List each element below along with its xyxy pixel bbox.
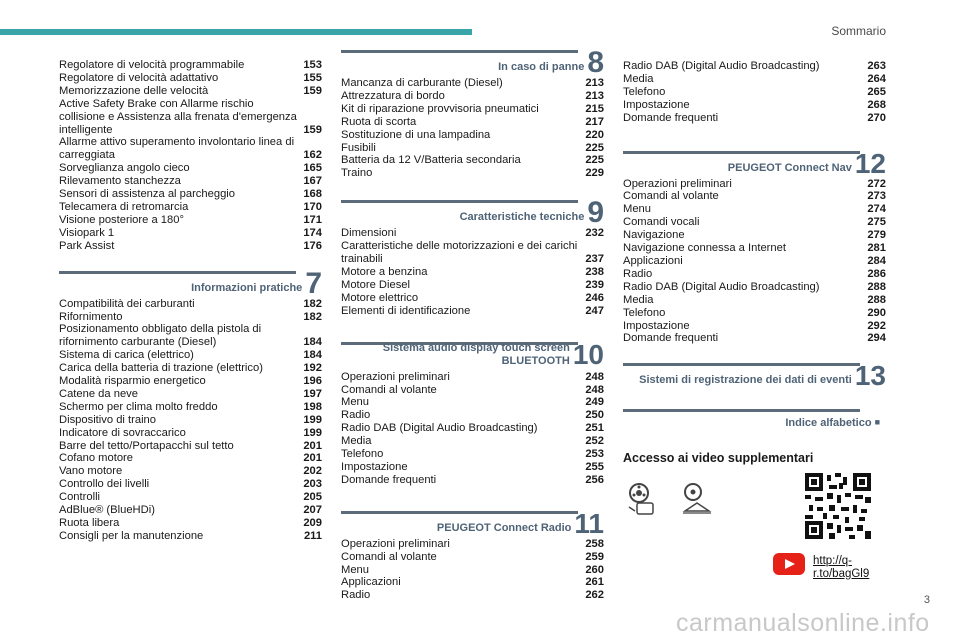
watermark: carmanualsonline.info [676, 609, 930, 637]
toc-entry-title: Impostazione [623, 319, 690, 332]
toc-entry-page: 288 [867, 293, 886, 306]
toc-entry-title: Traino [341, 167, 373, 180]
section-header-7 [59, 266, 322, 300]
toc-entry-page: 182 [303, 310, 322, 323]
toc-entry-title: Applicazioni [341, 576, 401, 589]
toc-entry-title: Operazioni preliminari [341, 537, 450, 550]
toc-entry-page: 237 [585, 253, 604, 266]
toc-column-3 [623, 60, 886, 581]
toc-entry-page: 261 [585, 576, 604, 589]
toc-entry[interactable] [341, 227, 604, 240]
toc-entry-page: 273 [867, 190, 886, 203]
toc-entry-title: Radio DAB (Digital Audio Broadcasting) [623, 280, 820, 293]
toc-entry-page: 184 [303, 349, 322, 362]
toc-entry-page: 203 [303, 478, 322, 491]
toc-entry[interactable] [623, 268, 886, 281]
toc-entry-title: Sistema di carica (elettrico) [59, 349, 194, 362]
toc-entry-page: 217 [585, 115, 604, 128]
toc-entry[interactable] [341, 435, 604, 448]
toc-entry[interactable] [59, 188, 322, 201]
toc-entry-page: 199 [303, 426, 322, 439]
toc-entry-title: Operazioni preliminari [623, 177, 732, 190]
toc-entry-title: Controlli [59, 491, 101, 504]
toc-entry-title: Allarme attivo superamento involontario linea di carreggiata [59, 136, 295, 162]
toc-entry-title: Mancanza di carburante (Diesel) [341, 77, 503, 89]
toc-entry[interactable] [341, 116, 604, 129]
section-title [383, 342, 570, 370]
toc-entry[interactable] [341, 371, 604, 384]
toc-entry[interactable] [59, 85, 322, 98]
toc-entry-page: 201 [303, 452, 322, 465]
toc-entry[interactable] [341, 461, 604, 474]
toc-entry-page: 288 [867, 280, 886, 293]
section-header-13 [623, 360, 886, 392]
section-number: 13 [854, 360, 886, 392]
toc-entry-title: Operazioni preliminari [341, 370, 450, 383]
toc-entry-title: Modalità risparmio energetico [59, 375, 206, 388]
toc-entry-page: 215 [585, 102, 604, 115]
toc-entry-page: 294 [867, 332, 886, 345]
toc-entry-page: 167 [303, 175, 322, 188]
section-marker: ■ [874, 417, 880, 428]
toc-entry-title: Domande frequenti [623, 111, 719, 124]
toc-entry-title: Navigazione [623, 229, 685, 242]
toc-entry-title: Controllo dei livelli [59, 478, 150, 491]
toc-entry-page: 270 [867, 111, 886, 124]
toc-entry[interactable] [341, 576, 604, 589]
toc-entry[interactable] [59, 311, 322, 324]
toc-entry[interactable] [59, 162, 322, 175]
section-title[interactable]: Indice alfabetico [785, 417, 872, 430]
toc-entry[interactable] [341, 409, 604, 422]
section-header-11 [341, 507, 604, 539]
toc-entry[interactable] [341, 474, 604, 487]
toc-entry[interactable] [341, 538, 604, 551]
video-links [623, 473, 886, 581]
toc-entry-title: Media [623, 72, 654, 85]
toc-entry[interactable] [341, 384, 604, 397]
toc-entry-page: 155 [303, 71, 322, 84]
toc-entry-title: Radio DAB (Digital Audio Broadcasting) [623, 60, 820, 72]
toc-entry-title: Rilevamento stanchezza [59, 175, 181, 188]
toc-entry[interactable] [59, 201, 322, 214]
toc-entry[interactable] [623, 229, 886, 242]
toc-entry[interactable] [623, 294, 886, 307]
toc-entry-title: Impostazione [623, 98, 690, 111]
toc-entry-title: Consigli per la manutenzione [59, 529, 204, 542]
toc-entry-title: Media [341, 435, 372, 448]
toc-entry[interactable] [59, 414, 322, 427]
toc-entry[interactable] [59, 323, 322, 349]
toc-entry-title: Telefono [623, 306, 666, 319]
toc-entry-title: Vano motore [59, 465, 123, 478]
toc-entry-page: 232 [585, 227, 604, 240]
toc-entry-page: 249 [585, 396, 604, 409]
toc-entry-title: Navigazione connessa a Internet [623, 242, 786, 255]
toc-entry[interactable] [59, 98, 322, 137]
toc-entry-page: 251 [585, 422, 604, 435]
toc-entry[interactable] [341, 167, 604, 180]
toc-entry-title: Memorizzazione delle velocità [59, 84, 209, 97]
toc-entry-page: 192 [303, 362, 322, 375]
toc-entry[interactable] [59, 136, 322, 162]
toc-entry-title: Carica della batteria di trazione (elettrico) [59, 362, 263, 375]
toc-entry-page: 262 [585, 589, 604, 602]
toc-entry-title: Radio [623, 267, 653, 280]
toc-entry-page: 184 [303, 336, 322, 349]
toc-entry-title: Sensori di assistenza al parcheggio [59, 188, 235, 201]
toc-entry[interactable] [623, 320, 886, 333]
toc-entry-page: 165 [303, 162, 322, 175]
toc-entry-page: 199 [303, 413, 322, 426]
toc-entry[interactable] [341, 396, 604, 409]
toc-entry-page: 286 [867, 267, 886, 280]
toc-entry-title: Dimensioni [341, 227, 397, 240]
toc-entry[interactable] [59, 491, 322, 504]
toc-column-2 [341, 46, 604, 602]
toc-entry-title: Ruota libera [59, 517, 120, 529]
toc-entry[interactable] [59, 298, 322, 311]
toc-entry-page: 225 [585, 154, 604, 167]
toc-column-1 [59, 59, 322, 543]
toc-entry[interactable] [59, 175, 322, 188]
toc-entry[interactable] [623, 216, 886, 229]
toc-entry-page: 239 [585, 278, 604, 291]
toc-entry-page: 248 [585, 370, 604, 383]
toc-entry-page: 162 [303, 149, 322, 162]
toc-entry[interactable] [59, 227, 322, 240]
section-title: Sistemi di registrazione dei dati di eventi [639, 374, 852, 387]
toc-entry-title: Attrezzatura di bordo [341, 89, 445, 102]
toc-entry-page: 290 [867, 306, 886, 319]
section-header-12 [623, 147, 886, 179]
section-title: PEUGEOT Connect Radio [436, 521, 572, 534]
video-link[interactable]: http://q-r.to/bagGl9 [813, 555, 870, 581]
toc-entry[interactable] [623, 112, 886, 125]
toc-entry-title: Dispositivo di traino [59, 413, 157, 426]
toc-entry[interactable] [59, 504, 322, 517]
toc-entry-page: 246 [585, 291, 604, 304]
toc-entry[interactable] [341, 129, 604, 142]
toc-entry[interactable] [341, 266, 604, 279]
qr-code-icon[interactable] [805, 473, 871, 539]
section-header-10 [341, 338, 604, 370]
toc-entry-title: Impostazione [341, 460, 408, 473]
toc-entry-title: Sorveglianza angolo cieco [59, 162, 190, 175]
toc-entry-page: 274 [867, 203, 886, 216]
toc-entry-page: 205 [303, 491, 322, 504]
toc-entry[interactable] [623, 203, 886, 216]
toc-entry-page: 153 [303, 59, 322, 71]
toc-entry[interactable] [341, 564, 604, 577]
toc-entry-page: 253 [585, 448, 604, 461]
toc-entry-title: Sostituzione di una lampadina [341, 128, 491, 141]
toc-entry-title: Comandi al volante [341, 550, 437, 563]
toc-entry-title: Regolatore di velocità adattativo [59, 71, 219, 84]
toc-entry-page: 176 [303, 239, 322, 252]
section-header-9 [341, 196, 604, 230]
toc-entry[interactable] [341, 103, 604, 116]
toc-entry-title: Ruota di scorta [341, 115, 417, 128]
toc-entry-title: Domande frequenti [341, 473, 437, 486]
toc-entry[interactable] [59, 465, 322, 478]
toc-entry[interactable] [341, 279, 604, 292]
section-number: 11 [574, 507, 604, 539]
video-section-title: Accesso ai video supplementari [623, 451, 814, 466]
toc-entry-title: Media [623, 293, 654, 306]
toc-entry-page: 248 [585, 383, 604, 396]
toc-entry[interactable] [341, 305, 604, 318]
toc-entry[interactable] [341, 292, 604, 305]
toc-entry-page: 171 [303, 213, 322, 226]
section-rule [623, 409, 860, 412]
toc-entry-title: Elementi di identificazione [341, 304, 471, 317]
toc-entry[interactable] [623, 178, 886, 191]
toc-entry-page: 250 [585, 409, 604, 422]
toc-entry-title: Kit di riparazione provvisoria pneumatici [341, 102, 539, 115]
toc-entry-page: 182 [303, 297, 322, 310]
toc-entry-title: AdBlue® (BlueHDi) [59, 504, 155, 517]
section-header-index [623, 409, 886, 432]
toc-entry-title: Active Safety Brake con Allarme rischio collisione e Assistenza alla frenata d'emergenza intelligente [59, 97, 297, 136]
toc-entry-page: 159 [303, 123, 322, 136]
page-number: 3 [923, 594, 930, 606]
toc-entry[interactable] [59, 401, 322, 414]
section-subtitle: BLUETOOTH [501, 354, 570, 367]
toc-entry-title: Visione posteriore a 180° [59, 213, 184, 226]
toc-entry-page: 238 [585, 265, 604, 278]
toc-entry[interactable] [623, 99, 886, 112]
toc-entry-page: 259 [585, 550, 604, 563]
section-title-line: Sistema audio display touch screen [382, 341, 570, 354]
toc-entry-title: Rifornimento [59, 310, 123, 323]
toc-entry[interactable] [59, 72, 322, 85]
toc-entry-title: Comandi al volante [623, 190, 719, 203]
toc-entry-page: 252 [585, 435, 604, 448]
toc-entry[interactable] [341, 589, 604, 602]
toc-entry[interactable] [59, 452, 322, 465]
toc-entry-page: 263 [867, 60, 886, 72]
toc-entry-title: Barre del tetto/Portapacchi sul tetto [59, 439, 234, 452]
wheel-video-icon[interactable] [623, 481, 663, 521]
toc-entry-page: 209 [303, 517, 322, 529]
toc-entry[interactable] [341, 90, 604, 103]
toc-entry-page: 284 [867, 254, 886, 267]
toc-entry-page: 268 [867, 98, 886, 111]
toc-entry-title: Indicatore di sovraccarico [59, 426, 186, 439]
toc-entry-page: 168 [303, 188, 322, 201]
toc-entry-title: Cofano motore [59, 452, 134, 465]
toc-entry[interactable] [341, 551, 604, 564]
toc-entry-page: 174 [303, 226, 322, 239]
toc-entry-page: 264 [867, 72, 886, 85]
toc-entry[interactable] [341, 154, 604, 167]
toc-entry[interactable] [341, 448, 604, 461]
toc-entry[interactable] [59, 517, 322, 530]
toc-entry[interactable] [59, 240, 322, 253]
section-number: 10 [572, 338, 604, 370]
toc-entry-title: Posizionamento obbligato della pistola di rifornimento carburante (Diesel) [59, 323, 262, 349]
toc-entry-page: 202 [303, 465, 322, 478]
section-number: 9 [587, 196, 604, 230]
toc-entry-title: Visiopark 1 [59, 226, 115, 239]
toc-entry[interactable] [59, 440, 322, 453]
toc-entry-page: 229 [585, 167, 604, 180]
toc-entry-page: 258 [585, 537, 604, 550]
toc-entry-title: Caratteristiche delle motorizzazioni e dei carichi trainabili [341, 240, 578, 266]
toc-entry-title: Radio DAB (Digital Audio Broadcasting) [341, 422, 538, 435]
toc-entry[interactable] [623, 281, 886, 294]
toc-entry-page: 292 [867, 319, 886, 332]
toc-entry[interactable] [59, 478, 322, 491]
toc-entry-title: Regolatore di velocità programmabile [59, 59, 245, 71]
toc-entry-title: Park Assist [59, 239, 115, 252]
toc-entry[interactable] [59, 59, 322, 72]
toc-entry-title: Compatibilità dei carburanti [59, 297, 195, 310]
toc-entry-page: 213 [585, 89, 604, 102]
toc-entry-page: 281 [867, 242, 886, 255]
toc-entry-title: Menu [623, 203, 651, 216]
section-title: In caso di panne [498, 61, 585, 73]
section-number: 7 [305, 266, 322, 300]
toc-entry[interactable] [341, 142, 604, 155]
toc-entry[interactable] [623, 73, 886, 86]
page-section-title: Sommario [831, 24, 886, 38]
toc-entry[interactable] [341, 240, 604, 266]
section-header-8 [341, 46, 604, 79]
toc-entry-title: Telefono [623, 85, 666, 98]
toc-entry-page: 260 [585, 563, 604, 576]
toc-entry-page: 256 [585, 473, 604, 486]
toc-entry-page: 275 [867, 216, 886, 229]
toc-entry-page: 211 [303, 529, 322, 542]
toc-entry[interactable] [623, 60, 886, 73]
toc-entry-title: Fusibili [341, 141, 376, 154]
toc-entry-page: 225 [585, 141, 604, 154]
section-title: Informazioni pratiche [191, 281, 303, 294]
toc-entry-title: Comandi vocali [623, 216, 700, 229]
toc-entry[interactable] [341, 422, 604, 435]
toc-entry[interactable] [59, 530, 322, 543]
toc-entry-title: Applicazioni [623, 254, 683, 267]
toc-entry-title: Menu [341, 563, 369, 576]
toc-entry[interactable] [623, 255, 886, 268]
toc-entry[interactable] [341, 77, 604, 90]
toc-entry[interactable] [59, 362, 322, 375]
toc-entry-title: Motore a benzina [341, 265, 428, 278]
section-number: 8 [587, 46, 604, 79]
toc-entry-page: 159 [303, 84, 322, 97]
toc-entry-title: Radio [341, 409, 371, 422]
section-title: Caratteristiche tecniche [459, 211, 585, 224]
toc-entry[interactable] [59, 388, 322, 401]
toc-entry-page: 279 [867, 229, 886, 242]
toc-entry[interactable] [623, 332, 886, 345]
toc-entry[interactable] [623, 242, 886, 255]
toc-entry-title: Telecamera di retromarcia [59, 200, 189, 213]
toc-entry[interactable] [59, 349, 322, 362]
header-accent-bar [0, 29, 472, 35]
section-number: 12 [854, 147, 886, 179]
toc-entry-page: 272 [867, 177, 886, 190]
toc-entry-title: Catene da neve [59, 387, 138, 400]
toc-entry-page: 196 [303, 375, 322, 388]
toc-entry-page: 170 [303, 200, 322, 213]
toc-entry-page: 197 [303, 387, 322, 400]
toc-entry[interactable] [59, 214, 322, 227]
toc-entry-title: Schermo per clima molto freddo [59, 400, 218, 413]
toc-entry-title: Menu [341, 396, 369, 409]
toc-entry-title: Batteria da 12 V/Batteria secondaria [341, 154, 521, 167]
toc-entry[interactable] [59, 427, 322, 440]
toc-entry-title: Radio [341, 589, 371, 602]
youtube-icon[interactable] [773, 553, 805, 575]
section-title: PEUGEOT Connect Nav [727, 161, 852, 174]
toc-entry-title: Telefono [341, 448, 384, 461]
toc-entry-page: 198 [303, 400, 322, 413]
toc-entry-page: 213 [585, 77, 604, 89]
toc-entry-page: 201 [303, 439, 322, 452]
toc-entry-title: Motore elettrico [341, 291, 419, 304]
steering-video-icon[interactable] [677, 481, 717, 521]
toc-entry-page: 247 [585, 304, 604, 317]
toc-entry-title: Motore Diesel [341, 278, 411, 291]
toc-entry[interactable] [623, 190, 886, 203]
toc-entry-page: 265 [867, 85, 886, 98]
toc-entry-page: 255 [585, 460, 604, 473]
toc-entry[interactable] [623, 307, 886, 320]
toc-entry[interactable] [59, 375, 322, 388]
toc-entry-page: 220 [585, 128, 604, 141]
toc-entry-page: 207 [303, 504, 322, 517]
toc-entry-title: Comandi al volante [341, 383, 437, 396]
toc-entry-title: Domande frequenti [623, 332, 719, 345]
toc-entry[interactable] [623, 86, 886, 99]
